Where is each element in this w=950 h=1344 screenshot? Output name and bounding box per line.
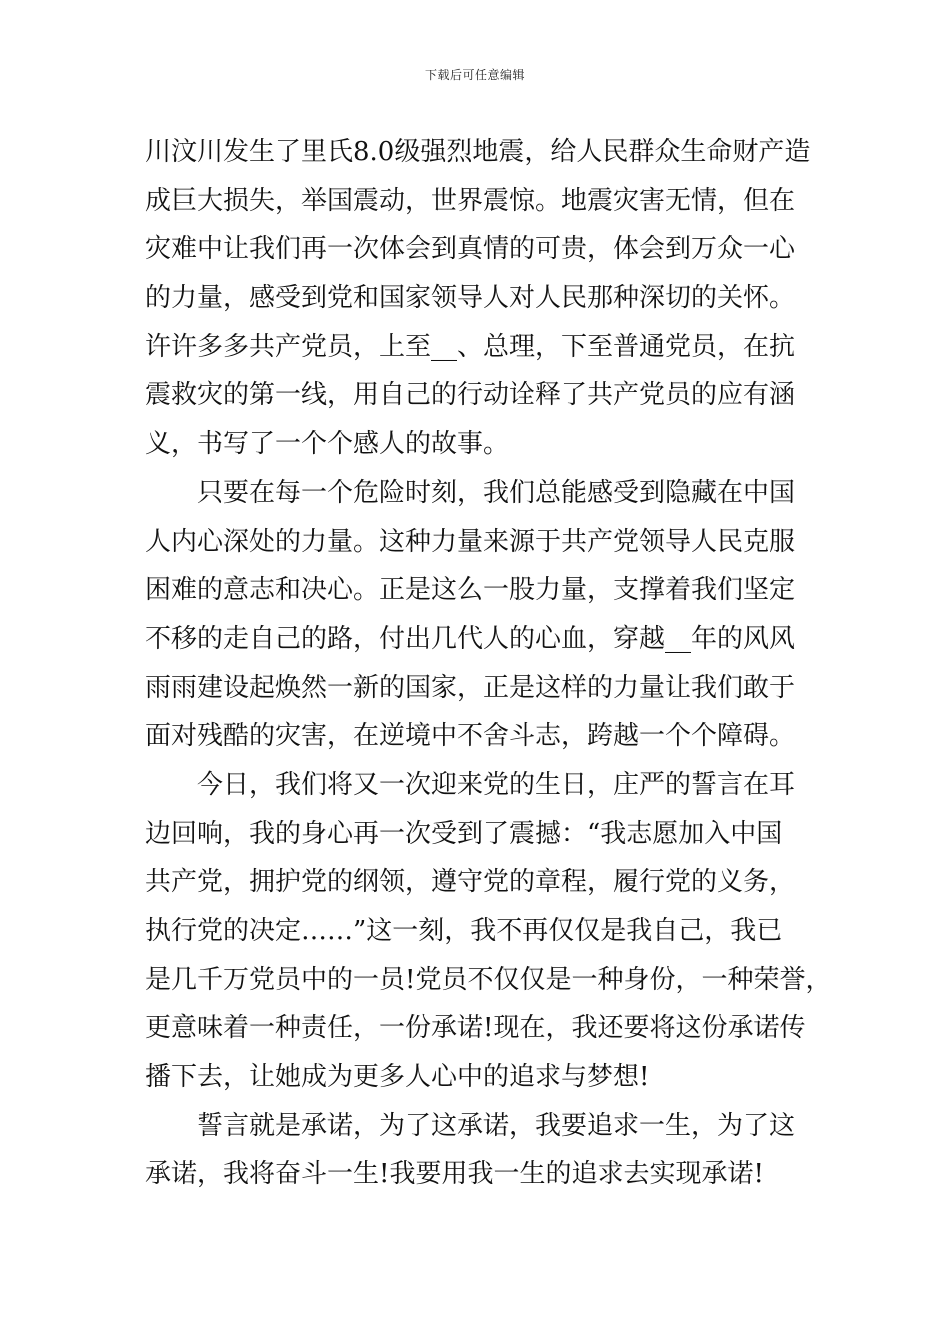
text-line: 不移的走自己的路，付出几代人的心血，穿越__年的风风 — [145, 623, 796, 654]
text-line: 灾难中让我们再一次体会到真情的可贵，体会到万众一心 — [145, 234, 796, 265]
text-line: 雨雨建设起焕然一新的国家，正是这样的力量让我们敢于 — [145, 672, 796, 703]
text-line: 人内心深处的力量。这种力量来源于共产党领导人民克服 — [145, 526, 796, 557]
text-line: 川汶川发生了里氏8.0级强烈地震，给人民群众生命财产造 — [145, 137, 811, 167]
document-body — [145, 128, 832, 1199]
text-line: 播下去，让她成为更多人心中的追求与梦想! — [145, 1062, 650, 1093]
text-line: 共产党，拥护党的纲领，遵守党的章程，履行党的义务， — [145, 867, 796, 898]
text-line: 边回响，我的身心再一次受到了震撼：“我志愿加入中国 — [145, 818, 783, 849]
paragraph-start-line: 誓言就是承诺，为了这承诺，我要追求一生，为了这 — [197, 1110, 796, 1141]
text-line: 震救灾的第一线，用自己的行动诠释了共产党员的应有涵 — [145, 380, 796, 411]
text-line: 是几千万党员中的一员!党员不仅仅是一种身份，一种荣誉， — [145, 964, 832, 995]
paragraph-start-line: 只要在每一个危险时刻，我们总能感受到隐藏在中国 — [197, 477, 796, 508]
text-line: 成巨大损失，举国震动，世界震惊。地震灾害无情，但在 — [145, 185, 796, 216]
text-line: 更意味着一种责任，一份承诺!现在，我还要将这份承诺传 — [145, 1013, 806, 1044]
text-line: 困难的意志和决心。正是这么一股力量，支撑着我们坚定 — [145, 575, 796, 606]
text-line: 义，书写了一个个感人的故事。 — [145, 429, 510, 460]
paragraph-start-line: 今日，我们将又一次迎来党的生日，庄严的誓言在耳 — [197, 769, 796, 800]
text-line: 承诺，我将奋斗一生!我要用我一生的追求去实现承诺! — [145, 1159, 764, 1190]
page-header-note: 下载后可任意编辑 — [424, 68, 525, 82]
text-line: 面对残酷的灾害，在逆境中不舍斗志，跨越一个个障碍。 — [145, 721, 796, 752]
text-line: 的力量，感受到党和国家领导人对人民那种深切的关怀。 — [145, 283, 796, 314]
text-line: 许许多多共产党员，上至__、总理，下至普通党员，在抗 — [145, 331, 796, 362]
text-line: 执行党的决定……”这一刻，我不再仅仅是我自己，我已 — [145, 916, 783, 946]
